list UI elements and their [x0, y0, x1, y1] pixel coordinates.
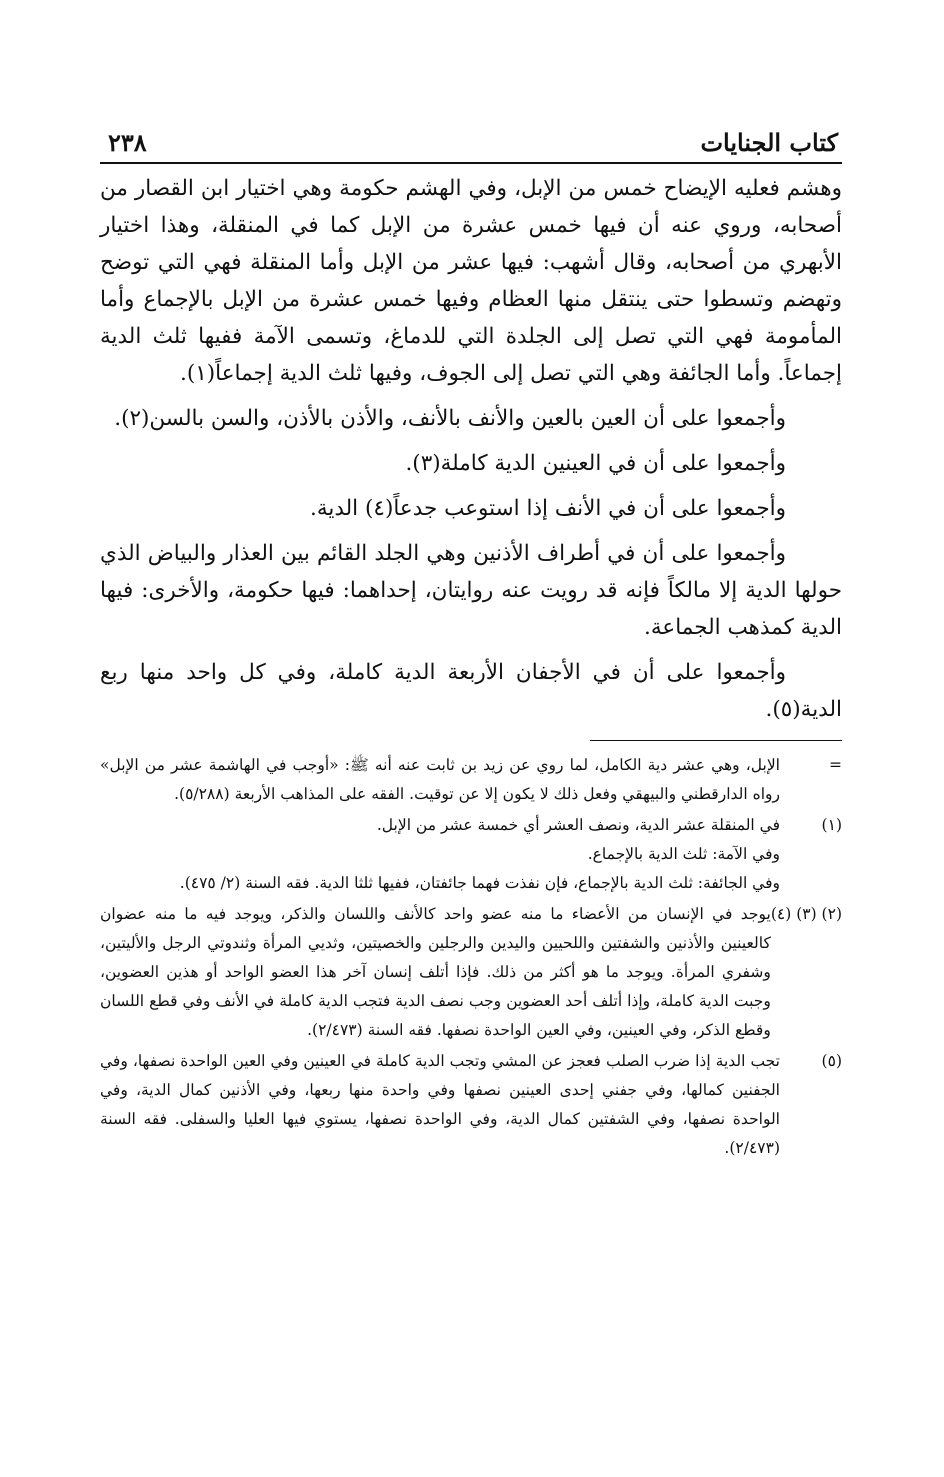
paragraph: وأجمعوا على أن في أطراف الأذنين وهي الجلد القائم بين العذار والبياض الذي حولها الدية إلا مالكاً فإنه قد رويت عنه روايتان، إحداهما: فيها حكومة، والأخرى: فيها الدية كمذهب الجماعة.: [100, 541, 842, 640]
footnote-line: وفي الجائفة: ثلث الدية بالإجماع، فإن نفذت فهما جائفتان، ففيها ثلثا الدية. فقه السنة (٢/ ٤٧٥).: [179, 874, 780, 892]
book-page: [100, 120, 842, 1360]
chapter-title: كتاب الجنايات: [700, 128, 838, 157]
page-header: [100, 120, 842, 164]
footnote-divider: [590, 740, 842, 741]
footnote-line: في المنقلة عشر الدية، ونصف العشر أي خمسة عشر من الإبل.: [376, 816, 780, 834]
footnotes: [100, 751, 842, 1163]
footnote-line: يوجد في الإنسان من الأعضاء ما منه عضو واحد كالأنف واللسان والذكر، ويوجد فيه ما منه عضوان كالعينين والأذنين والشفتين واللحيين واليدين والرجلين والخصيتين، وثديي المرأة وثندوتي الرجل والأليتين، وشفري المرأة. ويوجد ما هو أكثر من ذلك. فإذا أتلف إنسان آخر هذا العضو الواحد أو هذين العضوين، وجبت الدية كاملة، وإذا أتلف أحد العضوين وجب نصف الدية فتجب الدية كاملة في الأنف وفي قطع اللسان وقطع الذكر، وفي العينين، وفي العين الواحدة نصفها. فقه السنة (٢/٤٧٣).: [100, 905, 771, 1039]
footnote: [100, 1047, 842, 1163]
footnote-text: [100, 811, 780, 898]
paragraph: وأجمعوا على أن في الأجفان الأربعة الدية كاملة، وفي كل واحد منها ربع الدية(٥).: [100, 660, 842, 722]
page-number: ٢٣٨: [108, 128, 147, 157]
paragraph: وأجمعوا على أن في العينين الدية كاملة(٣).: [405, 451, 786, 476]
footnote-mark: (١): [821, 816, 842, 834]
paragraph: وأجمعوا على أن العين بالعين والأنف بالأنف، والأذن بالأذن، والسن بالسن(٢).: [114, 406, 786, 431]
footnote-line: تجب الدية إذا ضرب الصلب فعجز عن المشي وتجب الدية كاملة في العينين وفي العين الواحدة نصفها، وفي الجفنين كمالها، وفي جفني إحدى العينين نصفها وفي واحدة منها ربعها، وفي الأذنين كمال الدية، وفي الواحدة نصفها، وفي الشفتين كمال الدية، وفي الواحدة نصفها، يستوي فيها العليا والسفلى. فقه السنة (٢/٤٧٣).: [100, 1052, 780, 1157]
footnote-text: [100, 1047, 780, 1163]
main-text: [100, 170, 842, 728]
footnote-text: [100, 900, 771, 1045]
footnote: [100, 751, 842, 809]
footnote-line: الإبل، وهي عشر دية الكامل، لما روي عن زيد بن ثابت عنه أنه ﷺ: «أوجب في الهاشمة عشر من الإبل» رواه الدارقطني والبيهقي وفعل ذلك لا يكون إلا عن توقيت. الفقه على المذاهب الأربعة (٥/٢٨٨).: [100, 756, 780, 803]
footnote-text: [100, 751, 780, 809]
footnote: [100, 811, 842, 898]
footnote-line: وفي الآمة: ثلث الدية بالإجماع.: [587, 845, 780, 863]
footnote-mark: =: [829, 756, 842, 774]
paragraph: وأجمعوا على أن في الأنف إذا استوعب جدعاً(٤) الدية.: [309, 496, 786, 521]
footnote-mark: (٥): [821, 1052, 842, 1070]
footnote: [100, 900, 842, 1045]
paragraph: وهشم فعليه الإيضاح خمس من الإبل، وفي الهشم حكومة وهي اختيار ابن القصار من أصحابه، وروي عنه أن فيها خمس عشرة من الإبل كما في المنقلة، وهذا اختيار الأبهري من أصحابه، وقال أشهب: فيها عشر من الإبل وأما المنقلة فهي التي توضح وتهضم وتسطوا حتى ينتقل منها العظام وفيها خمس عشرة من الإبل بالإجماع وأما المأمومة فهي التي تصل إلى الجلدة التي للدماغ، وتسمى الآمة ففيها ثلث الدية إجماعاً. وأما الجائفة وهي التي تصل إلى الجوف، وفيها ثلث الدية إجماعاً(١).: [100, 176, 842, 386]
footnote-mark: (٢) (٣) (٤): [770, 905, 842, 923]
